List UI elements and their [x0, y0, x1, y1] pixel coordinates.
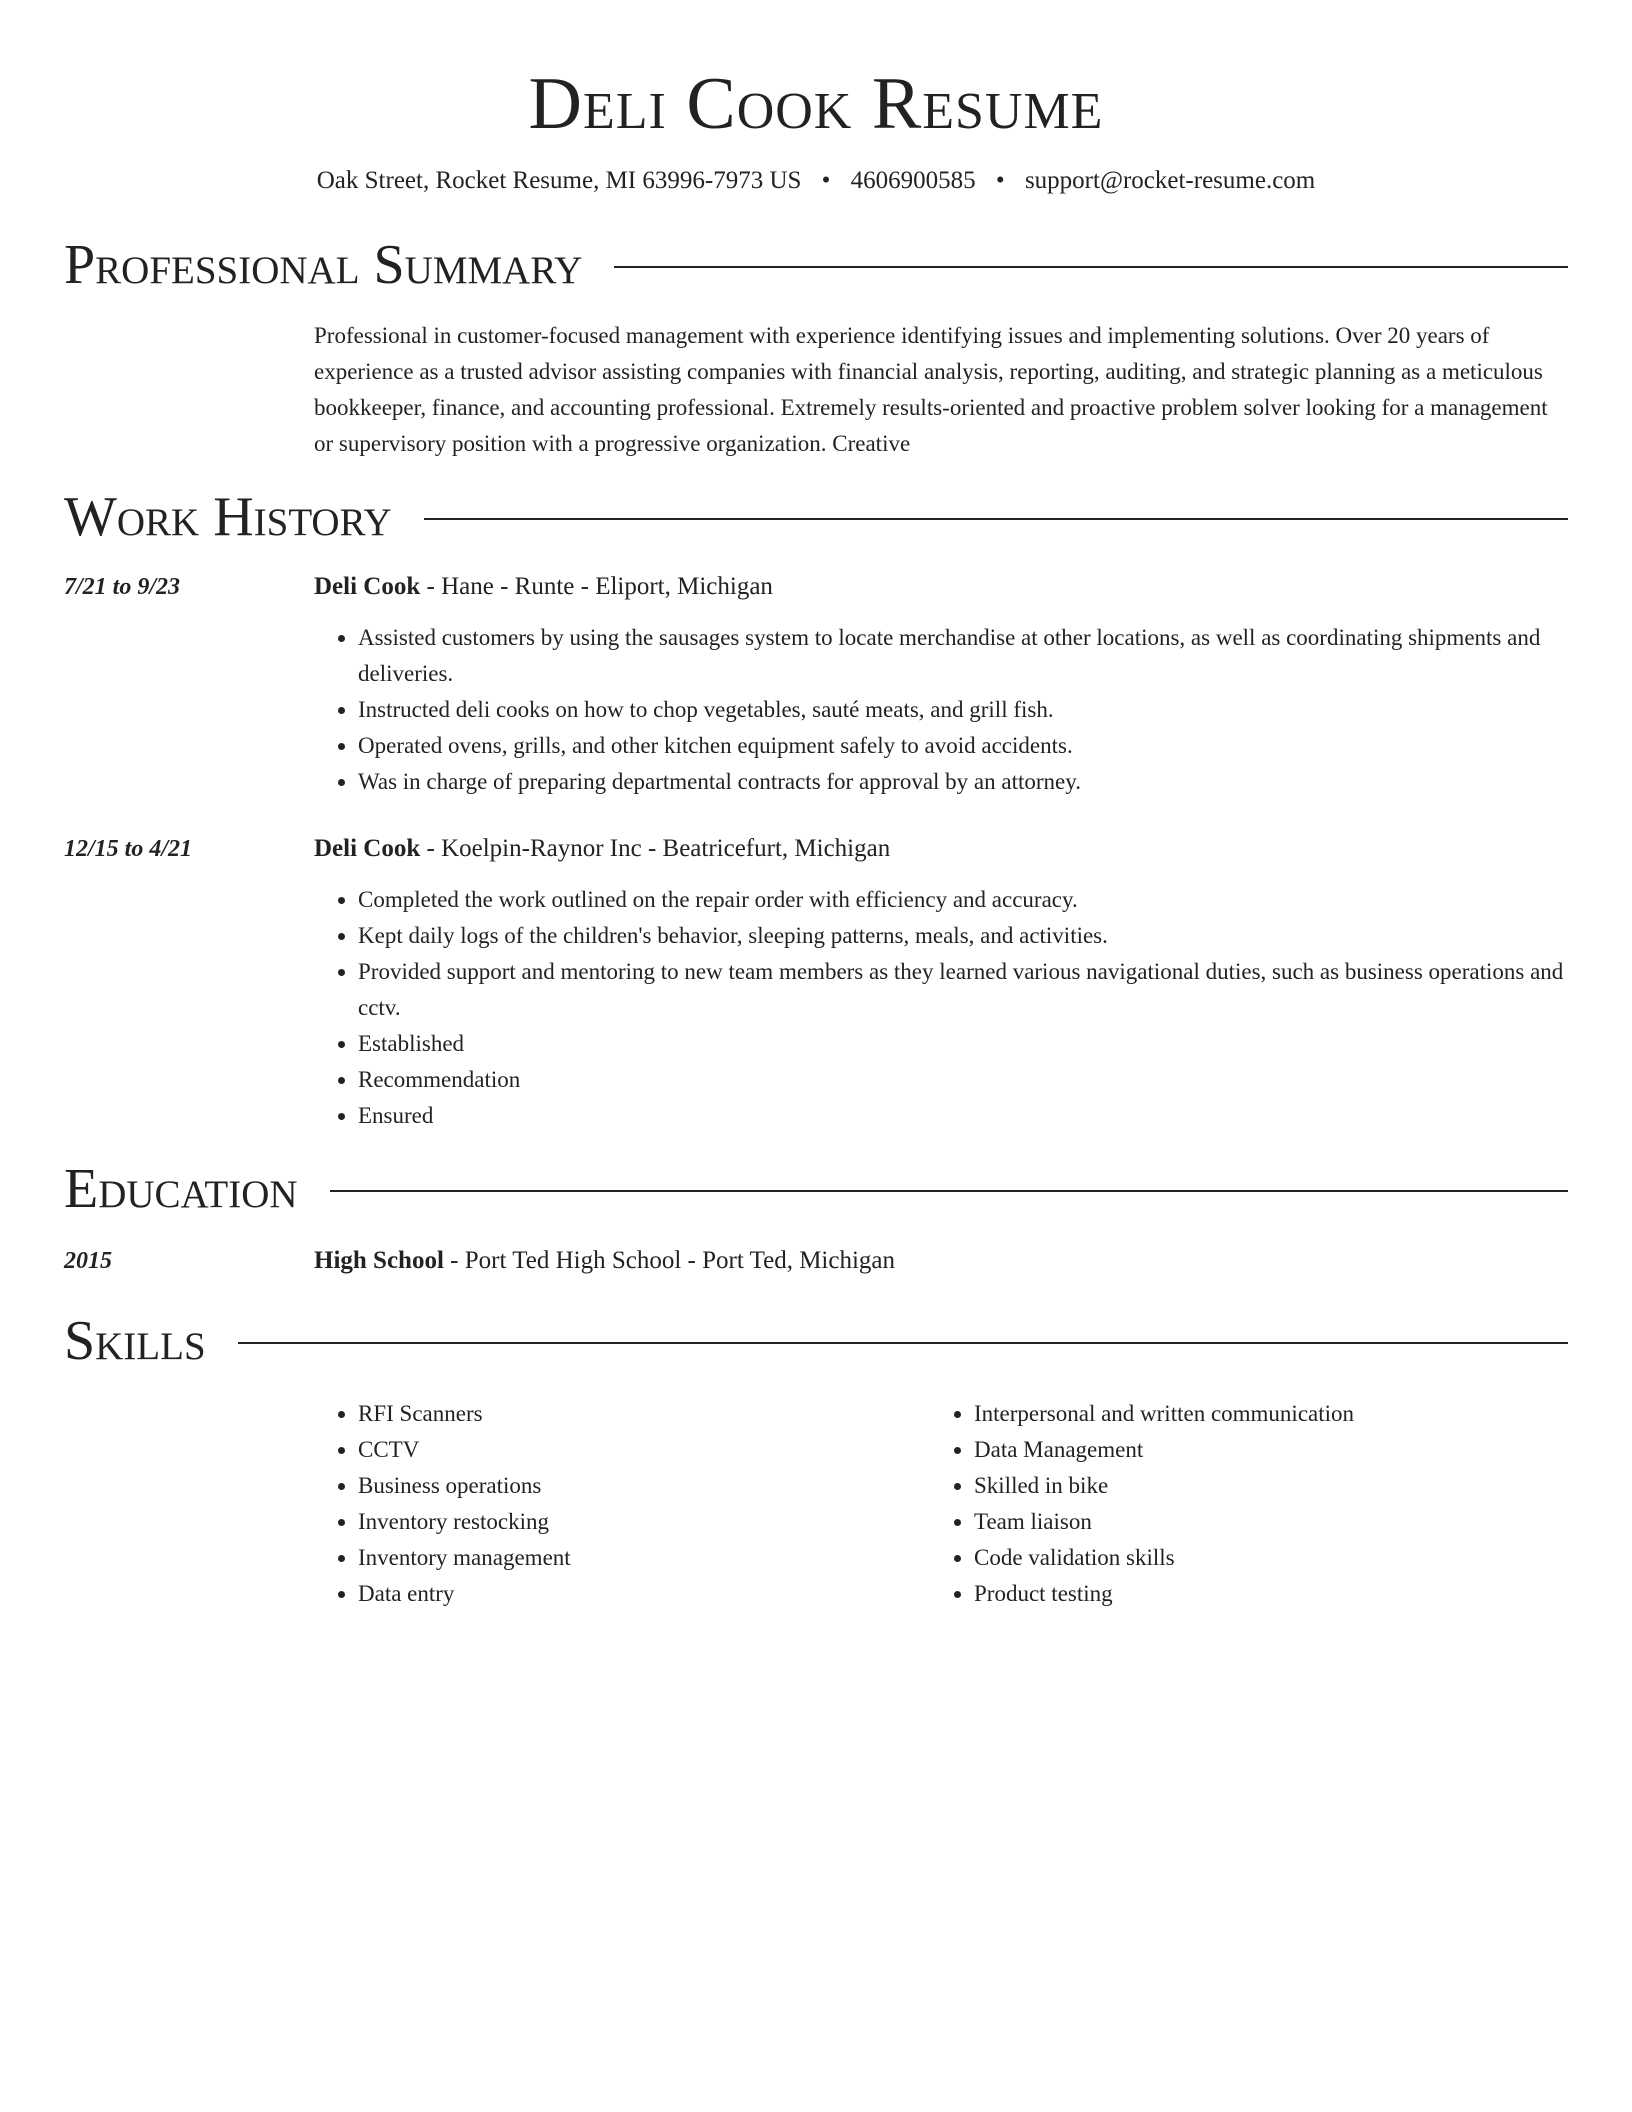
education-entry — [64, 1244, 1568, 1278]
skill-item: • Inventory restocking — [358, 1504, 930, 1540]
skills-columns — [314, 1396, 1568, 1612]
education-title-line — [314, 1244, 895, 1278]
job-title: Deli Cook — [314, 573, 421, 600]
skill-item: • Inventory management — [358, 1540, 930, 1576]
skill-item: • Product testing — [974, 1576, 1546, 1612]
contact-phone: 4606900585 — [850, 167, 976, 194]
education-details: - Port Ted High School - Port Ted, Michigan — [443, 1247, 896, 1274]
contact-address: Oak Street, Rocket Resume, MI 63996-7973 US — [316, 167, 802, 194]
education-heading: Education — [64, 1158, 298, 1220]
job-bullet: • Established — [358, 1026, 1568, 1062]
skill-item: • RFI Scanners — [358, 1396, 930, 1432]
skills-list-left — [314, 1396, 930, 1612]
summary-text: Professional in customer-focused management with experience identifying issues and implementing solutions. Over 20 years of experience as a trusted advisor assisting companies with financial analysis, reporting, auditing, and strategic planning as a meticulous bookkeeper, finance, and accounting professional. Extremely results-oriented and proactive problem solver looking for a management or supervisory position with a progressive organization. Creative — [314, 323, 1548, 456]
job-details: - Koelpin-Raynor Inc - Beatricefurt, Michigan — [420, 835, 891, 862]
job-bullet: • Assisted customers by using the sausages system to locate merchandise at other locations, as well as coordinating shipments and deliveries. — [358, 620, 1568, 692]
job-title: Deli Cook — [314, 835, 421, 862]
job-entry — [64, 832, 1568, 1134]
job-bullet: • Completed the work outlined on the repair order with efficiency and accuracy. — [358, 882, 1568, 918]
skill-item: • Code validation skills — [974, 1540, 1546, 1576]
contact-email: support@rocket-resume.com — [1024, 167, 1316, 194]
section-divider — [424, 518, 1568, 520]
contact-line — [64, 164, 1568, 198]
skill-item: • Business operations — [358, 1468, 930, 1504]
job-bullet: • Kept daily logs of the children's behavior, sleeping patterns, meals, and activities. — [358, 918, 1568, 954]
section-divider — [614, 266, 1568, 268]
job-header — [64, 570, 1568, 604]
skills-section-header — [64, 1308, 1568, 1374]
job-bullet: • Operated ovens, grills, and other kitchen equipment safely to avoid accidents. — [358, 728, 1568, 764]
section-divider — [330, 1190, 1568, 1192]
job-dates: 12/15 to 4/21 — [64, 836, 193, 862]
summary-section-header — [64, 232, 1568, 298]
resume-name: Deli Cook Resume — [528, 63, 1104, 145]
work-heading: Work History — [64, 486, 392, 548]
job-header — [64, 832, 1568, 866]
section-divider — [238, 1342, 1568, 1344]
job-bullet: • Recommendation — [358, 1062, 1568, 1098]
contact-separator: • — [995, 167, 1005, 194]
skill-item: • Team liaison — [974, 1504, 1546, 1540]
skills-heading: Skills — [64, 1310, 206, 1372]
job-entry — [64, 570, 1568, 800]
job-bullet: • Was in charge of preparing departmental contracts for approval by an attorney. — [358, 764, 1568, 800]
contact-separator: • — [821, 167, 831, 194]
job-title-line — [314, 832, 890, 866]
skill-item: • Interpersonal and written communication — [974, 1396, 1546, 1432]
skill-item: • Skilled in bike — [974, 1468, 1546, 1504]
job-bullets — [314, 620, 1568, 800]
job-bullets — [314, 882, 1568, 1134]
education-degree: High School — [314, 1247, 444, 1274]
job-title-line — [314, 570, 773, 604]
job-details: - Hane - Runte - Eliport, Michigan — [420, 573, 773, 600]
skill-item: • CCTV — [358, 1432, 930, 1468]
job-bullet: • Provided support and mentoring to new team members as they learned various navigational duties, such as business operations and cctv. — [358, 954, 1568, 1026]
job-dates: 7/21 to 9/23 — [64, 574, 181, 600]
summary-heading: Professional Summary — [64, 234, 583, 296]
education-year: 2015 — [64, 1248, 112, 1274]
skill-item: • Data entry — [358, 1576, 930, 1612]
work-section-header — [64, 484, 1568, 550]
job-bullet: • Ensured — [358, 1098, 1568, 1134]
skill-item: • Data Management — [974, 1432, 1546, 1468]
skills-list-right — [930, 1396, 1546, 1612]
education-section-header — [64, 1156, 1568, 1222]
job-bullet: • Instructed deli cooks on how to chop vegetables, sauté meats, and grill fish. — [358, 692, 1568, 728]
